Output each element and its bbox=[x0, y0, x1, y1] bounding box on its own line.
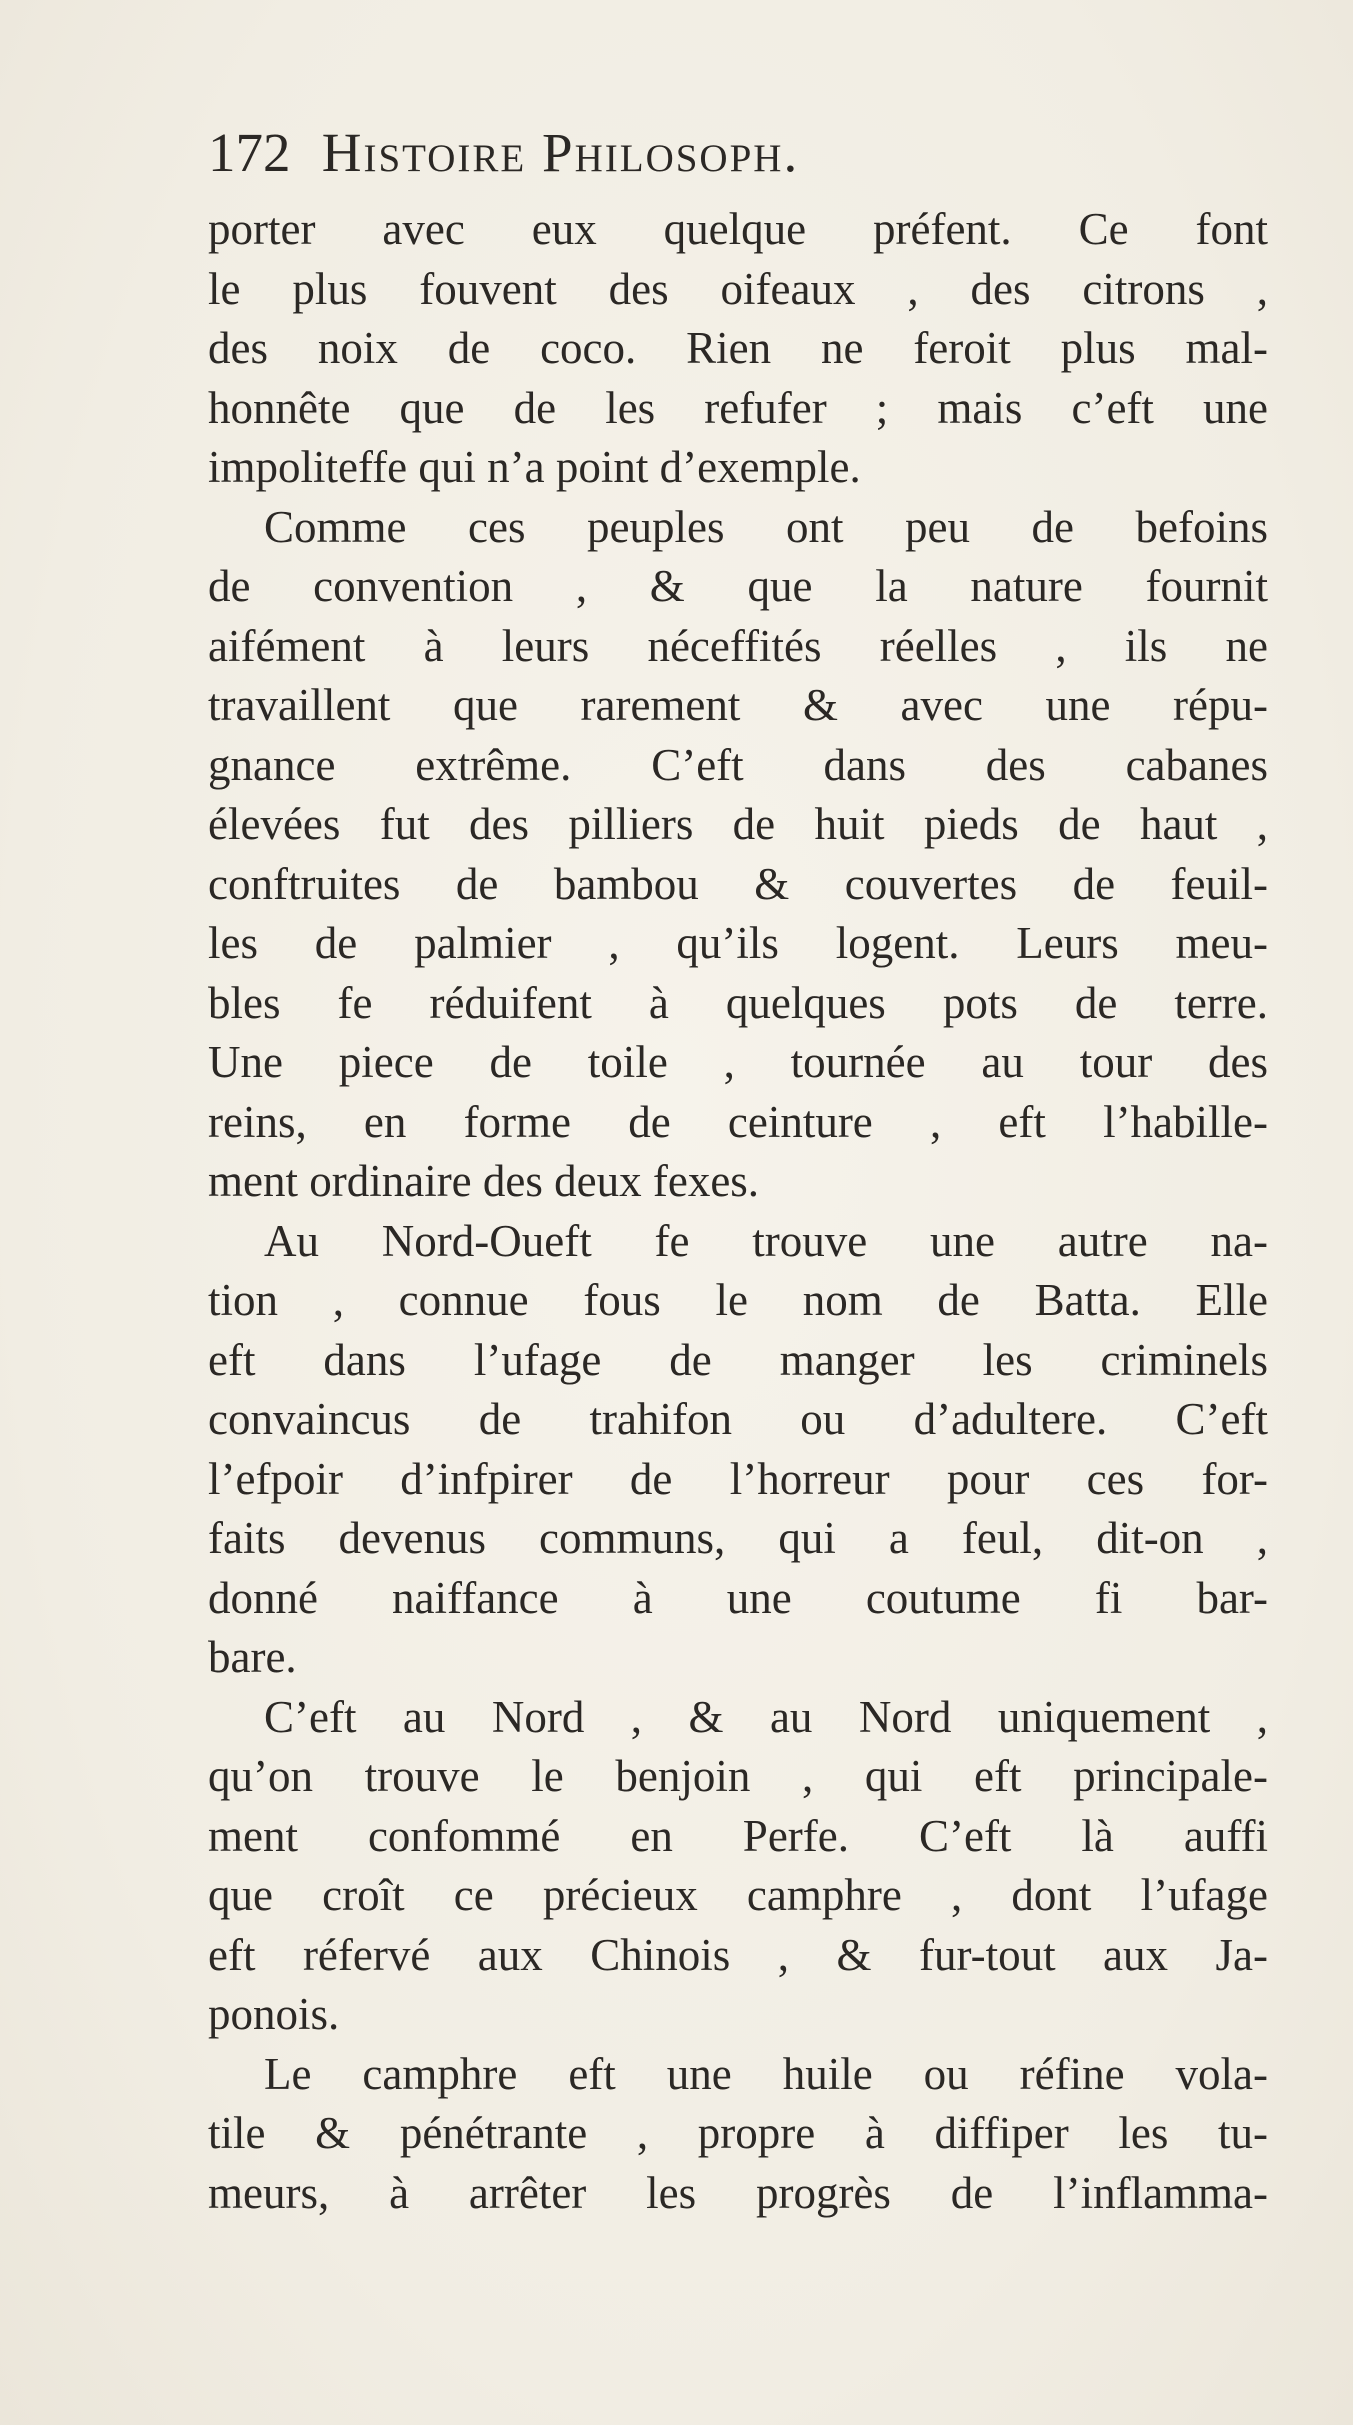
text-line: tion , connue fous le nom de Batta. Elle bbox=[208, 1275, 1268, 1325]
text-line: convaincus de trahifon ou d’adultere. C’eft bbox=[208, 1394, 1268, 1444]
text-line: meurs, à arrêter les progrès de l’inflamma- bbox=[208, 2167, 1268, 2218]
text-line: le plus fouvent des oifeaux , des citrons , bbox=[208, 263, 1268, 314]
text-line: l’efpoir d’infpirer de l’horreur pour ces for- bbox=[208, 1453, 1268, 1504]
text-line: porter avec eux quelque préfent. Ce font bbox=[208, 204, 1268, 254]
text-line: ment confommé en Perfe. C’eft là auffi bbox=[208, 1810, 1268, 1861]
text-line: Au Nord-Oueft fe trouve une autre na- bbox=[264, 1215, 1268, 1266]
text-line: ment ordinaire des deux fexes. bbox=[208, 1156, 760, 1206]
text-line: ponois. bbox=[208, 1989, 340, 2039]
text-line: C’eft au Nord , & au Nord uniquement , bbox=[264, 1691, 1268, 1742]
text-line: que croît ce précieux camphre , dont l’ufage bbox=[208, 1870, 1268, 1920]
text-line: faits devenus communs, qui a feul, dit-on , bbox=[208, 1513, 1268, 1563]
text-line: aifément à leurs néceffités réelles , ils ne bbox=[208, 620, 1268, 671]
text-line: eft dans l’ufage de manger les criminels bbox=[208, 1334, 1268, 1385]
body-text bbox=[208, 200, 1268, 2223]
text-line: de convention , & que la nature fournit bbox=[208, 561, 1268, 611]
text-line: tile & pénétrante , propre à diffiper les tu- bbox=[208, 2108, 1268, 2158]
text-line: Une piece de toile , tournée au tour des bbox=[208, 1037, 1268, 1087]
page-number: 172 bbox=[208, 122, 291, 183]
text-line: reins, en forme de ceinture , eft l’habille- bbox=[208, 1096, 1268, 1147]
text-line: travaillent que rarement & avec une répu- bbox=[208, 680, 1268, 730]
text-line: honnête que de les refufer ; mais c’eft une bbox=[208, 382, 1268, 433]
text-line: bare. bbox=[208, 1632, 297, 1682]
text-line: Le camphre eft une huile ou réfine vola- bbox=[264, 2048, 1268, 2099]
text-line: eft réfervé aux Chinois , & fur-tout aux Ja- bbox=[208, 1929, 1268, 1980]
text-line: qu’on trouve le benjoin , qui eft principale- bbox=[208, 1751, 1268, 1801]
text-line: Comme ces peuples ont peu de befoins bbox=[264, 501, 1268, 552]
text-line: conftruites de bambou & couvertes de feuil- bbox=[208, 858, 1268, 909]
running-title: Histoire Philosoph. bbox=[321, 122, 800, 183]
text-line: élevées fut des pilliers de huit pieds de haut , bbox=[208, 799, 1268, 849]
text-line: bles fe réduifent à quelques pots de terre. bbox=[208, 977, 1268, 1028]
text-line: gnance extrême. C’eft dans des cabanes bbox=[208, 739, 1268, 790]
text-line: des noix de coco. Rien ne feroit plus mal- bbox=[208, 323, 1268, 373]
running-header bbox=[208, 118, 1268, 188]
text-line: donné naiffance à une coutume fi bar- bbox=[208, 1572, 1268, 1623]
text-line: impoliteffe qui n’a point d’exemple. bbox=[208, 442, 861, 492]
text-line: les de palmier , qu’ils logent. Leurs meu- bbox=[208, 918, 1268, 968]
